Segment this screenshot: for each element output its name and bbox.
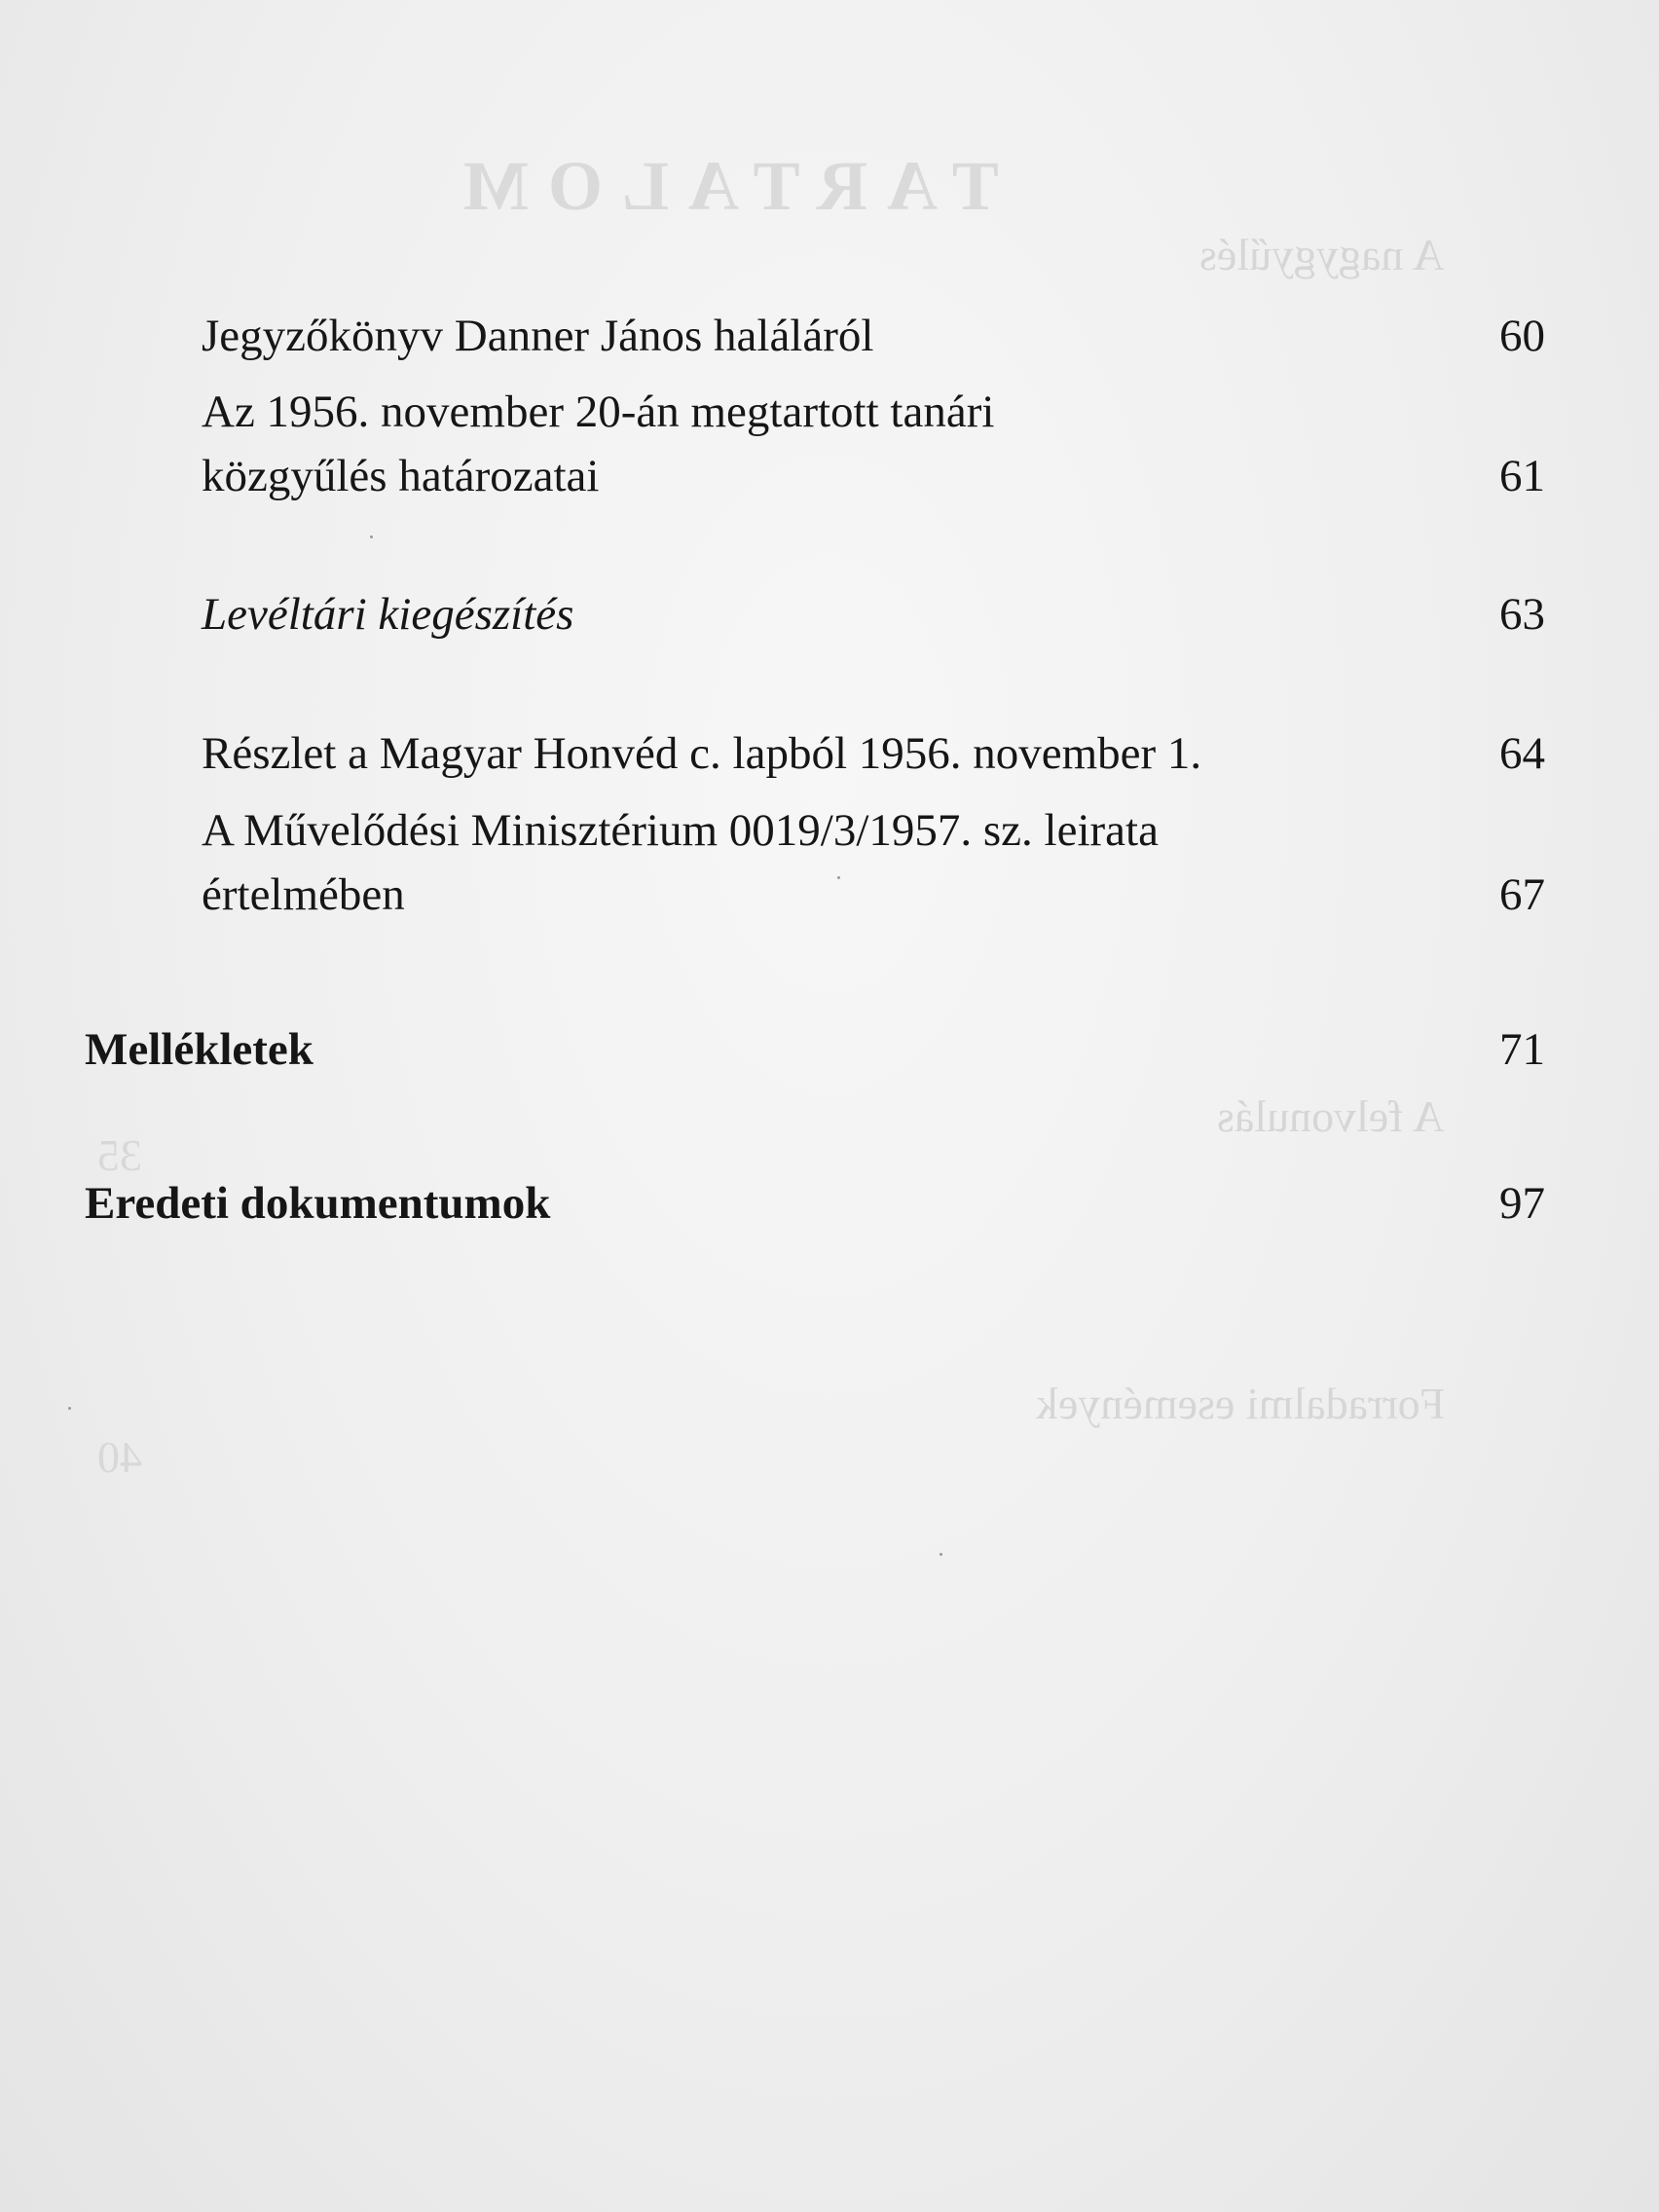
toc-entry — [202, 798, 1545, 927]
toc-entry — [202, 380, 1545, 508]
toc-entry-page-number: 67 — [1499, 869, 1545, 920]
show-through-number: 35 — [97, 1130, 142, 1180]
toc-entry-title — [202, 721, 1201, 786]
toc-entry-page-number: 71 — [1499, 1024, 1545, 1075]
toc-entry-page-number: 61 — [1499, 451, 1545, 501]
toc-entry-title-line: közgyűlés határozatai — [202, 451, 600, 501]
paper-speck — [940, 1553, 942, 1556]
toc-entry-page-number: 60 — [1499, 311, 1545, 361]
toc-entry-page-number: 97 — [1499, 1178, 1545, 1229]
toc-entry-page-number: 63 — [1499, 589, 1545, 640]
show-through-number: 40 — [97, 1432, 142, 1482]
toc-entry-title — [202, 582, 573, 646]
toc-entry-title-line: Részlet a Magyar Honvéd c. lapból 1956. november 1. — [202, 728, 1202, 779]
toc-entry-title-line: Levéltári kiegészítés — [202, 589, 574, 640]
toc-entry-title — [85, 1017, 313, 1082]
show-through-text: A felvonulás — [1217, 1091, 1445, 1141]
toc-entry-title — [202, 798, 1159, 927]
paper-speck — [370, 535, 373, 538]
toc-entry-title-line: Az 1956. november 20-án megtartott tanári — [202, 387, 995, 437]
toc-entry-title-line: Mellékletek — [85, 1024, 313, 1075]
show-through-text: Forradalmi események — [1035, 1379, 1445, 1428]
toc-entry-title — [85, 1171, 550, 1235]
show-through-text: A nagygyűlés — [1199, 230, 1445, 279]
toc-entry-title-line: Jegyzőkönyv Danner János haláláról — [202, 311, 874, 361]
toc-entry-title — [202, 380, 994, 508]
toc-entry-title-line: Eredeti dokumentumok — [85, 1178, 551, 1229]
show-through-text: TARTALOM — [443, 147, 999, 225]
paper-speck — [837, 876, 840, 879]
toc-entry-title — [202, 304, 873, 368]
paper-speck — [68, 1407, 71, 1410]
toc-entry-title-line: A Művelődési Minisztérium 0019/3/1957. sz. leirata — [202, 805, 1159, 856]
toc-entry-page-number: 64 — [1499, 728, 1545, 779]
toc-entry-title-line: értelmében — [202, 869, 405, 920]
